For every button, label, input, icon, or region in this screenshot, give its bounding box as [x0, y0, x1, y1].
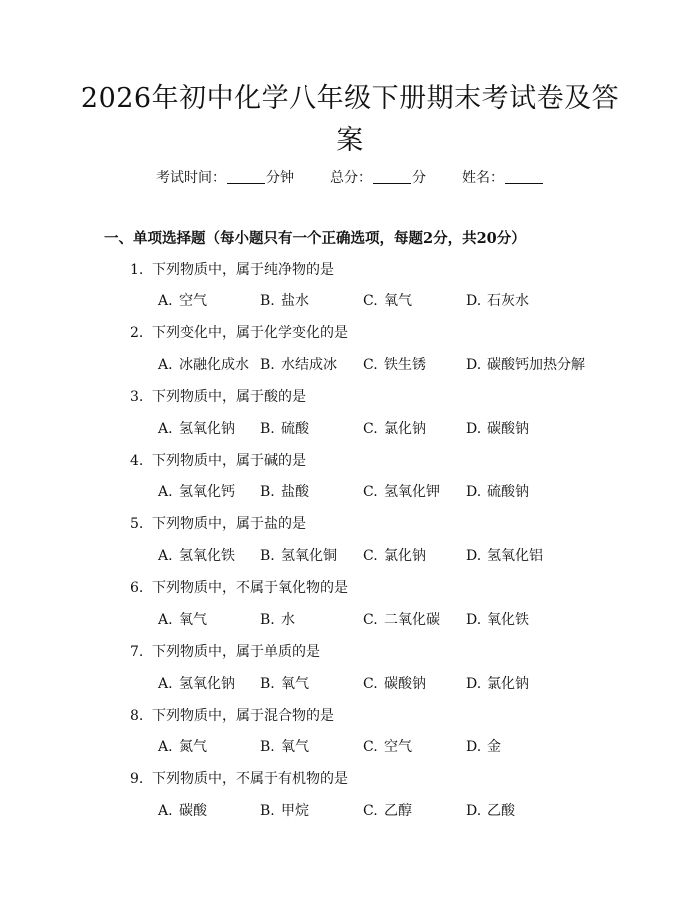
- question-number: 8.: [130, 708, 144, 724]
- option-c[interactable]: C. 乙醇: [363, 803, 412, 819]
- option-c[interactable]: C. 碳酸钠: [363, 676, 426, 692]
- question-number: 7.: [130, 644, 144, 660]
- question-text: 下列物质中，属于单质的是: [152, 644, 320, 660]
- option-a[interactable]: A. 氢氧化铁: [158, 548, 235, 564]
- option-d[interactable]: D. 乙酸: [466, 803, 515, 819]
- question-number: 4.: [130, 453, 144, 469]
- total-score-field: [330, 168, 426, 188]
- option-a[interactable]: A. 氮气: [158, 739, 207, 755]
- option-b[interactable]: B. 氧气: [260, 739, 309, 755]
- option-a[interactable]: A. 氢氧化钠: [158, 676, 235, 692]
- name-label: 姓名：: [462, 170, 504, 186]
- question-text: 下列物质中，不属于有机物的是: [152, 771, 348, 787]
- option-d[interactable]: D. 硫酸钠: [466, 484, 529, 500]
- option-d[interactable]: D. 氢氧化铝: [466, 548, 543, 564]
- question-text: 下列物质中，属于盐的是: [152, 516, 306, 532]
- exam-time-unit: 分钟: [266, 170, 294, 186]
- option-b[interactable]: B. 盐酸: [260, 484, 309, 500]
- exam-info-line: [0, 168, 700, 188]
- option-a[interactable]: A. 碳酸: [158, 803, 207, 819]
- question-3: [130, 387, 306, 407]
- question-number: 3.: [130, 389, 144, 405]
- question-text: 下列物质中，属于混合物的是: [152, 708, 334, 724]
- option-b[interactable]: B. 甲烷: [260, 803, 309, 819]
- exam-time-blank[interactable]: [227, 169, 265, 184]
- option-b[interactable]: B. 水结成冰: [260, 357, 337, 373]
- exam-title: 2026年初中化学八年级下册期末考试卷及答案: [80, 83, 620, 156]
- option-c[interactable]: C. 铁生锈: [363, 357, 426, 373]
- question-text: 下列物质中，不属于氧化物的是: [152, 580, 348, 596]
- total-score-unit: 分: [412, 170, 426, 186]
- option-c[interactable]: C. 空气: [363, 739, 412, 755]
- option-b[interactable]: B. 氧气: [260, 676, 309, 692]
- question-text: 下列物质中，属于纯净物的是: [152, 262, 334, 278]
- option-c[interactable]: C. 二氧化碳: [363, 612, 440, 628]
- option-a[interactable]: A. 冰融化成水: [158, 357, 249, 373]
- question-6: [130, 578, 348, 598]
- exam-time-field: [156, 168, 294, 188]
- option-c[interactable]: C. 氢氧化钾: [363, 484, 440, 500]
- question-number: 1.: [130, 262, 144, 278]
- option-b[interactable]: B. 水: [260, 612, 295, 628]
- option-a[interactable]: A. 氧气: [158, 612, 207, 628]
- total-score-blank[interactable]: [373, 169, 411, 184]
- option-a[interactable]: A. 空气: [158, 293, 207, 309]
- option-d[interactable]: D. 金: [466, 739, 501, 755]
- question-5: [130, 514, 306, 534]
- option-d[interactable]: D. 氯化钠: [466, 676, 529, 692]
- question-8: [130, 706, 334, 726]
- question-text: 下列物质中，属于酸的是: [152, 389, 306, 405]
- exam-time-label: 考试时间：: [156, 170, 226, 186]
- question-number: 5.: [130, 516, 144, 532]
- option-c[interactable]: C. 氯化钠: [363, 421, 426, 437]
- option-c[interactable]: C. 氯化钠: [363, 548, 426, 564]
- question-4: [130, 451, 306, 471]
- question-text: 下列变化中，属于化学变化的是: [152, 325, 348, 341]
- question-7: [130, 642, 320, 662]
- option-a[interactable]: A. 氢氧化钠: [158, 421, 235, 437]
- question-number: 6.: [130, 580, 144, 596]
- question-1: [130, 260, 334, 280]
- name-field: [462, 168, 544, 188]
- question-2: [130, 323, 348, 343]
- total-score-label: 总分：: [330, 170, 372, 186]
- question-text: 下列物质中，属于碱的是: [152, 453, 306, 469]
- option-d[interactable]: D. 碳酸钙加热分解: [466, 357, 585, 373]
- option-b[interactable]: B. 盐水: [260, 293, 309, 309]
- name-blank[interactable]: [505, 169, 543, 184]
- option-a[interactable]: A. 氢氧化钙: [158, 484, 235, 500]
- option-b[interactable]: B. 硫酸: [260, 421, 309, 437]
- option-d[interactable]: D. 氧化铁: [466, 612, 529, 628]
- question-number: 9.: [130, 771, 144, 787]
- option-b[interactable]: B. 氢氧化铜: [260, 548, 337, 564]
- option-d[interactable]: D. 石灰水: [466, 293, 529, 309]
- question-9: [130, 769, 348, 789]
- option-d[interactable]: D. 碳酸钠: [466, 421, 529, 437]
- question-number: 2.: [130, 325, 144, 341]
- section-1-heading: 一、单项选择题（每小题只有一个正确选项，每题2分，共20分）: [104, 230, 526, 247]
- option-c[interactable]: C. 氧气: [363, 293, 412, 309]
